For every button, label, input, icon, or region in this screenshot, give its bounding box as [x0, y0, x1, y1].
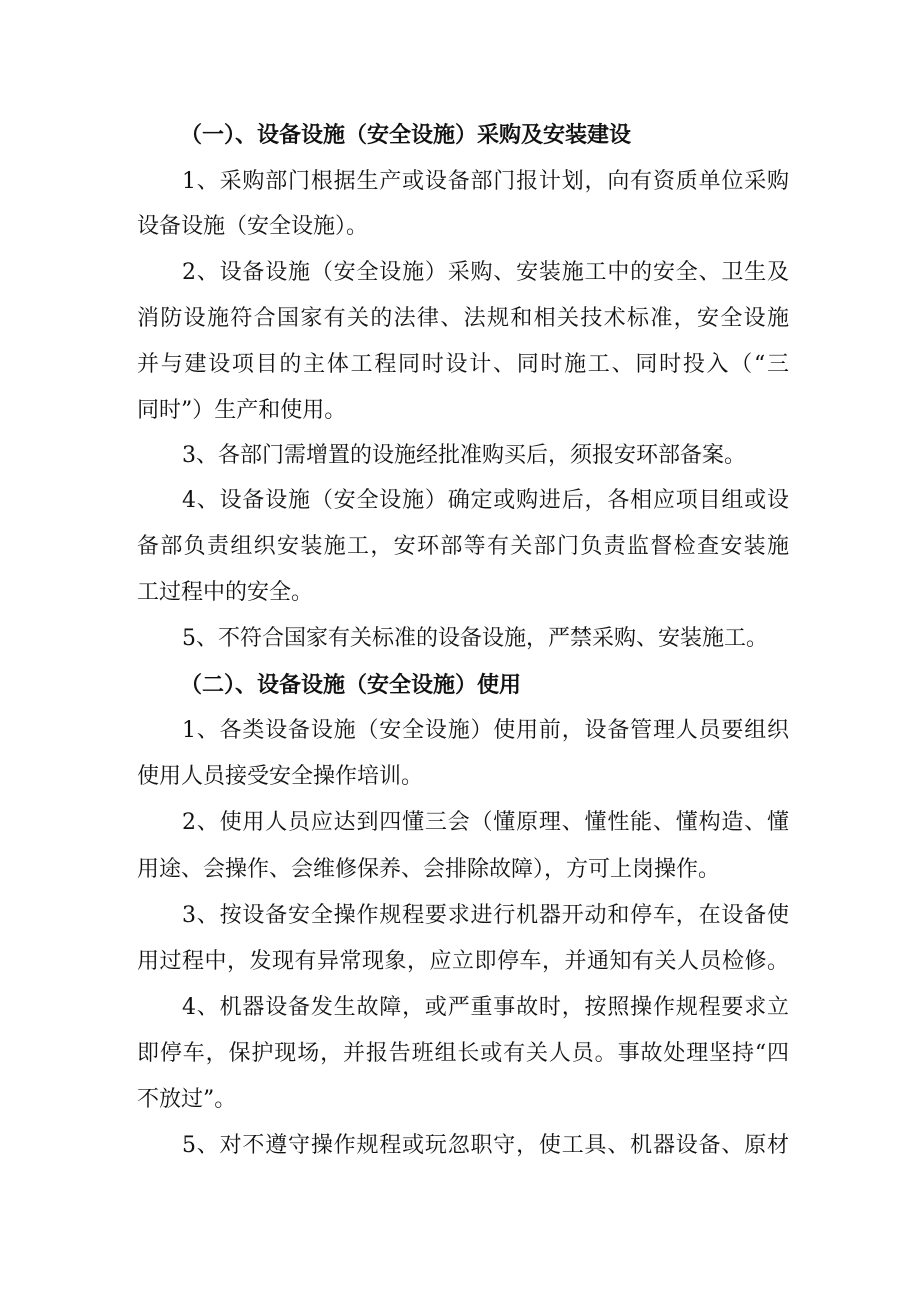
paragraph-line: 同时”）生产和使用。	[137, 398, 347, 423]
paragraph-line: 消防设施符合国家有关的法律、法规和相关技术标准，安全设施	[137, 306, 789, 331]
paragraph-line: 并与建设项目的主体工程同时设计、同时施工、同时投入（“三	[137, 352, 789, 377]
paragraph-line: 工过程中的安全。	[137, 580, 314, 605]
paragraph-line: 1、各类设备设施（安全设施）使用前，设备管理人员要组织	[182, 718, 789, 743]
section-2-heading: （二）、设备设施（安全设施）使用	[180, 672, 522, 698]
paragraph-line: 使用人员接受安全操作培训。	[137, 764, 424, 789]
paragraph-line: 4、机器设备发生故障，或严重事故时，按照操作规程要求立	[182, 995, 789, 1020]
paragraph-line: 2、使用人员应达到四懂三会（懂原理、懂性能、懂构造、懂	[182, 810, 789, 835]
paragraph-line: 设备设施（安全设施）。	[137, 214, 369, 239]
paragraph-line: 用过程中，发现有异常现象，应立即停车，并通知有关人员检修。	[137, 949, 789, 974]
paragraph-line: 用途、会操作、会维修保养、会排除故障），方可上岗操作。	[137, 857, 721, 882]
paragraph-line: 3、按设备安全操作规程要求进行机器开动和停车，在设备使	[182, 903, 789, 928]
paragraph-line: 5、对不遵守操作规程或玩忽职守，使工具、机器设备、原材	[182, 1133, 789, 1158]
paragraph-line: 备部负责组织安装施工，安环部等有关部门负责监督检查安装施	[137, 534, 789, 559]
paragraph-line: 3、各部门需增置的设施经批准购买后，须报安环部备案。	[182, 443, 746, 468]
paragraph-line: 4、设备设施（安全设施）确定或购进后，各相应项目组或设	[182, 488, 789, 513]
paragraph-line: 即停车，保护现场，并报告班组长或有关人员。事故处理坚持“四	[137, 1041, 789, 1066]
paragraph-line: 不放过”。	[137, 1087, 237, 1112]
paragraph-line: 2、设备设施（安全设施）采购、安装施工中的安全、卫生及	[182, 260, 789, 285]
section-1-heading: （一）、设备设施（安全设施）采购及安装建设	[180, 122, 632, 148]
paragraph-line: 1、采购部门根据生产或设备部门报计划，向有资质单位采购	[182, 169, 789, 194]
paragraph-line: 5、不符合国家有关标准的设备设施，严禁采购、安装施工。	[182, 626, 768, 651]
